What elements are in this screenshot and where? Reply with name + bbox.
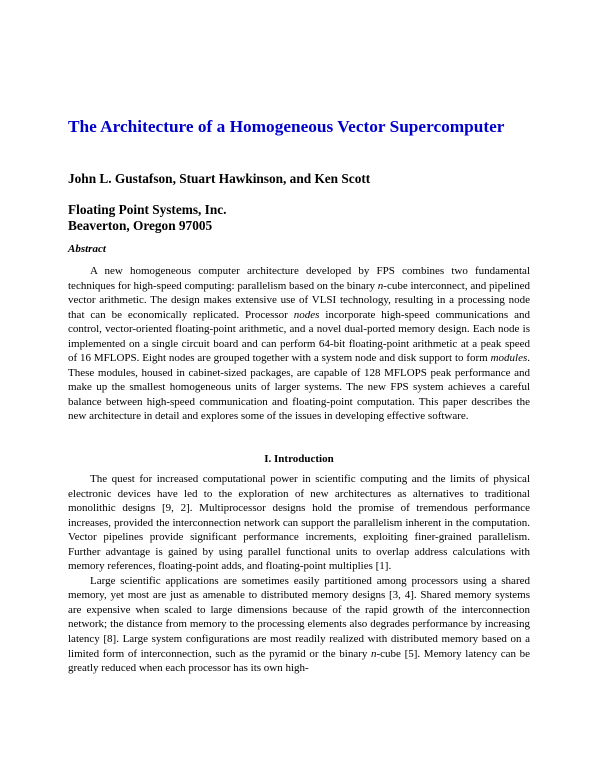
abstract-paragraph [68,264,530,424]
intro-paragraph-2 [68,574,530,676]
abstract-text-run: A new homogeneous computer architecture developed by FPS combines two fundamental techniques for high-speed computing: parallelism based on the binary [68,265,530,292]
abstract-text-run: n [377,279,384,292]
paper-authors: John L. Gustafson, Stuart Hawkinson, and Ken Scott [68,171,371,186]
abstract-body [68,264,530,424]
intro-paragraph-1: The quest for increased computational power in scientific computing and the limits of physical electronic devices have led to the exploration of new architectures as alternatives to traditional monolithic designs [9, 2]. Multiprocessor designs hold the promise of tremendous performance increases, provided the interconnection network can support the parallelism inherent in the computation. Vector pipelines provide significant performance increments, exploiting finer-grained parallelism. Further advantage is gained by using parallel functional units to overlap address calculations with memory references, floating-point adds, and floating-point multiplies [1]. [68,473,530,573]
abstract-text-run: -cube interconnect, and pipelined vector arithmetic. The design makes extensive use of VLSI technology, resulting in a processing node that can be economically replicated. Processor [68,279,530,321]
intro-p2-text-run: n [371,647,377,660]
section-heading-introduction: I. Introduction [264,453,334,465]
intro-p2-text-run: Large scientific applications are sometimes easily partitioned among processors using a shared memory, yet most are just as amenable to distributed memory designs [3, 4]. Shared memory systems are expensive when scaled to large dimensions because of the rapid growth of the interconnection network; the distance from memory to the processing elements also degrades performance by increasing latency [8]. Large system configurations are most readily realized with distributed memory based on a limited form of interconnection, such as the pyramid or the binary [68,574,530,660]
abstract-heading: Abstract [68,243,106,255]
abstract-text-run: modules [490,352,528,365]
abstract-text-run: nodes [293,308,320,321]
abstract-text-run: . These modules, housed in cabinet-sized packages, are capable of 128 MFLOPS peak performance and make up the smallest homogeneous units of larger systems. The new FPS system achieves a careful balance between high-speed communication and floating-point computation. This paper describes the new architecture in detail and explores some of the issues in developing effective software. [68,352,530,423]
abstract-text-run: incorporate high-speed communications and control, vector-oriented floating-point arithmetic, and a novel dual-ported memory design. Each node is implemented on a single circuit board and can perform 64-bit floating-point arithmetic at a peak speed of 16 MFLOPS. Eight nodes are grouped together with a system node and disk support to form [68,308,530,365]
affiliation-line-2: Beaverton, Oregon 97005 [68,218,213,233]
section-introduction-body [68,472,530,676]
affiliation-line-1: Floating Point Systems, Inc. [68,202,227,217]
paper-affiliation [68,202,226,234]
intro-p2-text-run: -cube [5]. Memory latency can be greatly reduced when each processor has its own high- [68,647,530,675]
paper-title: The Architecture of a Homogeneous Vector Supercomputer [68,117,505,136]
